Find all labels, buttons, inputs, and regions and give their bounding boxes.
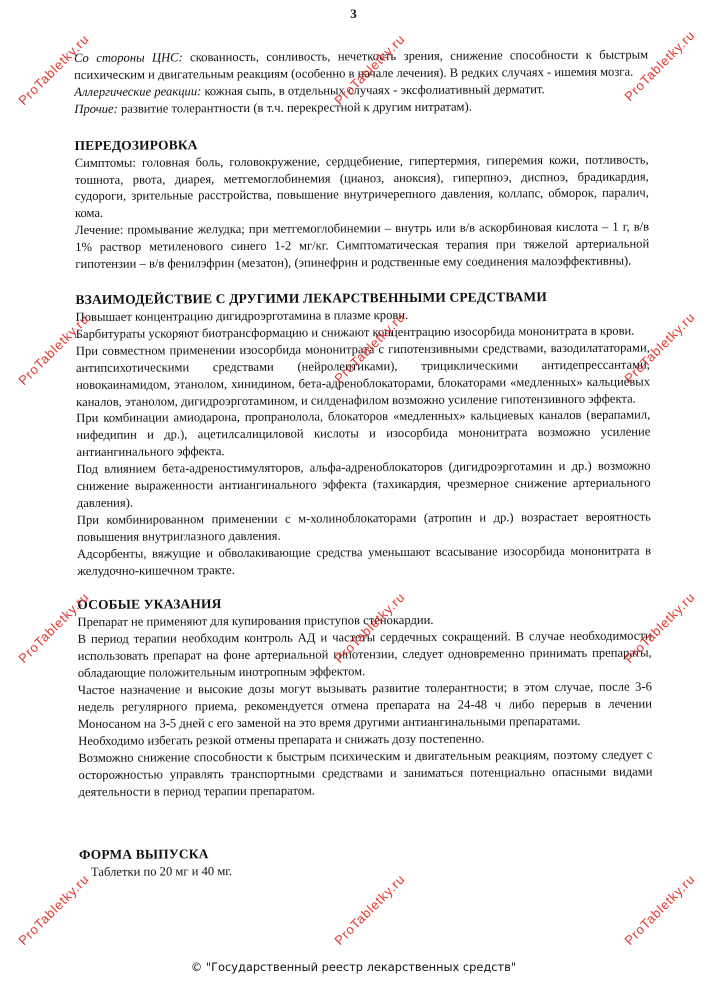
interaction-heading: ВЗАИМОДЕЙСТВИЕ С ДРУГИМИ ЛЕКАРСТВЕННЫМИ СРЕДСТВАМИ	[75, 289, 547, 307]
interaction-paragraph: Под влиянием бета-адреностимуляторов, альфа-адреноблокаторов (дигидроэрготамин и др.) возможно снижение выраженности антиангинального эффекта (тахикардия, чрезмерное снижение артериального давления).	[76, 458, 651, 510]
watermark: ProTabletky.ru	[621, 27, 698, 104]
cns-label: Со стороны ЦНС:	[74, 50, 183, 65]
other-text: развитие толерантности (в т.ч. перекрестной к другим нитратам).	[117, 99, 472, 116]
interaction-paragraph: При комбинированном применении с м-холиноблокаторами (атропин и др.) возрастает вероятность повышения внутриглазного давления.	[76, 509, 651, 544]
watermark: ProTabletky.ru	[331, 31, 408, 108]
watermark: ProTabletky.ru	[621, 309, 698, 386]
overdose-treatment: Лечение: промывание желудка; при метгемоглобинемии – внутрь или в/в аскорбиновая кислота – 1 г, в/в 1% раствор метиленового синего 1-2 мг/кг. Симптоматическая терапия при тяжелой артериальной гипотензии – в/в фенилэфрин (мезатон), (эпинефрин и родственные ему соединения малоэффективны).	[75, 219, 650, 272]
allergic-label: Аллергические реакции:	[74, 84, 202, 99]
watermark: ProTabletky.ru	[621, 589, 698, 666]
special-paragraph: Препарат не применяют для купирования приступов стенокардии.	[77, 613, 434, 630]
watermark: ProTabletky.ru	[15, 871, 92, 948]
watermark: ProTabletky.ru	[15, 311, 92, 388]
watermark: ProTabletky.ru	[15, 31, 92, 108]
watermark: ProTabletky.ru	[621, 871, 698, 948]
watermark: ProTabletky.ru	[15, 589, 92, 666]
overdose-heading: ПЕРЕДОЗИРОВКА	[74, 136, 198, 153]
interaction-paragraph: Барбитураты ускоряют биотрансформацию и снижают концентрацию изосорбида мононитрата в крови.	[75, 323, 635, 341]
special-paragraph: В период терапии необходим контроль АД и частоты сердечных сокращений. В случае необходимости использовать препарат на фоне артериальной гипотензии, следует одновременно принимать препараты, обладающие положительным инотропным эффектом.	[77, 628, 652, 681]
allergic-text: кожная сыпь, в отдельных случаях - эксфолиативный дерматит.	[201, 81, 545, 99]
interaction-paragraph: Повышает концентрацию дигидроэрготамина в плазме крови.	[75, 307, 409, 324]
copyright-footer: © "Государственный реестр лекарственных средств"	[190, 960, 517, 974]
special-paragraph: Необходимо избегать резкой отмены препарата и снижать дозу постепенно.	[78, 731, 485, 748]
release-form-text: Таблетки по 20 мг и 40 мг.	[90, 864, 233, 880]
document-body	[74, 46, 653, 881]
page-number: 3	[350, 6, 357, 21]
interaction-paragraph: При комбинации амиодарона, пропранолола, блокаторов «медленных» кальциевых каналов (верапамил, нифедипин и др.), ацетилсалициловой кислоты и изосорбида мононитрата возможно усиление антиангинального эффекта.	[76, 407, 651, 460]
other-label: Прочие:	[74, 101, 118, 116]
cns-text: скованность, сонливость, нечеткость зрения, снижение способности к быстрым психическим и двигательным реакциям (особенно в начале лечения). В редких случаях - ишемия мозга.	[74, 47, 649, 82]
watermark: ProTabletky.ru	[331, 309, 408, 386]
special-paragraph: Частое назначение и высокие дозы могут вызывать развитие толерантности; в этом случае, после 3-6 недель регулярного приема, рекомендуется отмена препарата на 24-48 ч либо перерыв в лечении Моносаном на 3-5 дней с его заменой на это время другими антиангинальными препаратами.	[77, 679, 653, 731]
overdose-symptoms: Симптомы: головная боль, головокружение, сердцебиение, гипертермия, гиперемия кожи, потливость, тошнота, рвота, диарея, метгемоглобинемия (цианоз, аноксия), гиперпноэ, диспноэ, брадикардия, судороги, зрительные расстройства, повышение внутричерепного давления, коллапс, обморок, паралич, кома.	[74, 152, 649, 221]
interaction-paragraph: При совместном применении изосорбида мононитрата с гипотензивными средствами, вазодилататорами, антипсихотическими средствами (нейролептиками), трициклическими антидепрессантами, новокаинамидом, этанолом, хинидином, бета-адреноблокаторами, блокаторами «медленных» кальциевых каналов, этанолом, дигидроэрготамином, и силденафилом возможно усиление гипотензивного эффекта.	[75, 340, 651, 409]
watermark: ProTabletky.ru	[331, 589, 408, 666]
release-form-heading: ФОРМА ВЫПУСКА	[78, 846, 209, 863]
special-paragraph: Возможно снижение способности к быстрым психическим и двигательным реакциям, поэтому следует с осторожностью управлять транспортными средствами и заниматься потенциально опасными видами деятельности в период терапии препаратом.	[78, 747, 653, 799]
watermark: ProTabletky.ru	[331, 871, 408, 948]
interaction-paragraph: Адсорбенты, вяжущие и обволакивающие средства уменьшают всасывание изосорбида мононитрата в желудочно-кишечном тракте.	[77, 543, 652, 578]
special-instructions-heading: ОСОБЫЕ УКАЗАНИЯ	[77, 596, 222, 613]
